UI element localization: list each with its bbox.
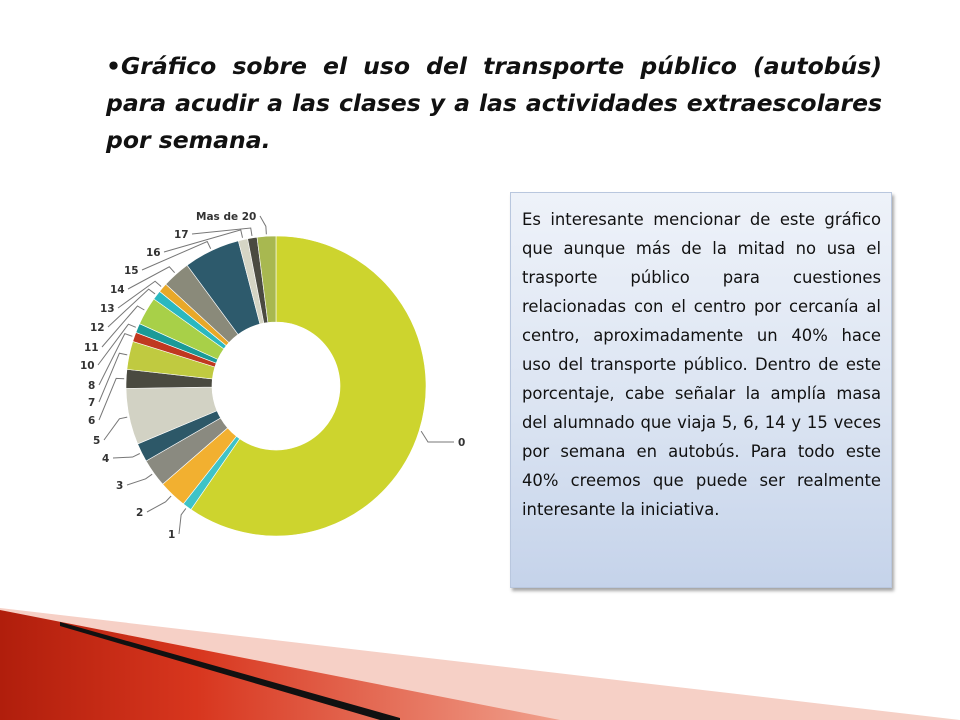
donut-slices xyxy=(126,236,426,536)
slice-label: 8 xyxy=(88,380,96,392)
leader-line xyxy=(421,431,454,442)
donut-chart-svg xyxy=(60,196,500,556)
slice-label: 7 xyxy=(88,397,96,409)
commentary-text: Es interesante mencionar de este gráfico que aunque más de la mitad no usa el trasporte público para cuestiones relacionadas con el centro por cercanía al centro, aproximadamente un 40% hace uso del transporte público. Dentro de este porcentaje, cabe señalar la amplía masa del alumnado que viaja 5, 6, 14 y 15 veces por semana en autobús. Para todo este 40% creemos que puede ser realmente interesante la iniciativa. xyxy=(522,210,881,519)
footer-decoration xyxy=(0,600,960,720)
commentary-box xyxy=(510,192,892,588)
leader-line xyxy=(192,228,252,236)
slice-label: 4 xyxy=(102,453,110,465)
slice-label: 6 xyxy=(88,415,96,427)
donut-chart xyxy=(60,196,500,556)
slice-label: Mas de 20 xyxy=(196,211,257,223)
slice-label: 0 xyxy=(458,437,466,449)
slice-label: 3 xyxy=(116,480,124,492)
slice-label: 12 xyxy=(90,322,105,334)
leader-line xyxy=(99,378,124,420)
leader-line xyxy=(147,496,171,512)
slice-label: 1 xyxy=(168,529,176,541)
leader-line xyxy=(260,216,266,234)
slice-label: 17 xyxy=(174,229,189,241)
slice-label: 15 xyxy=(124,265,139,277)
slice-label: 11 xyxy=(84,342,99,354)
leader-line xyxy=(127,474,152,485)
leader-line xyxy=(179,508,186,534)
slice-label: 14 xyxy=(110,284,125,296)
slice-label: 13 xyxy=(100,303,115,315)
leader-line xyxy=(104,417,127,440)
slice-label: 5 xyxy=(93,435,101,447)
slice-label: 2 xyxy=(136,507,144,519)
slide-title: •Gráfico sobre el uso del transporte público (autobús) para acudir a las clases y a las actividades extraescolares por semana. xyxy=(106,52,882,154)
leader-line xyxy=(113,453,140,458)
slice-label: 16 xyxy=(146,247,161,259)
slice-label: 10 xyxy=(80,360,95,372)
